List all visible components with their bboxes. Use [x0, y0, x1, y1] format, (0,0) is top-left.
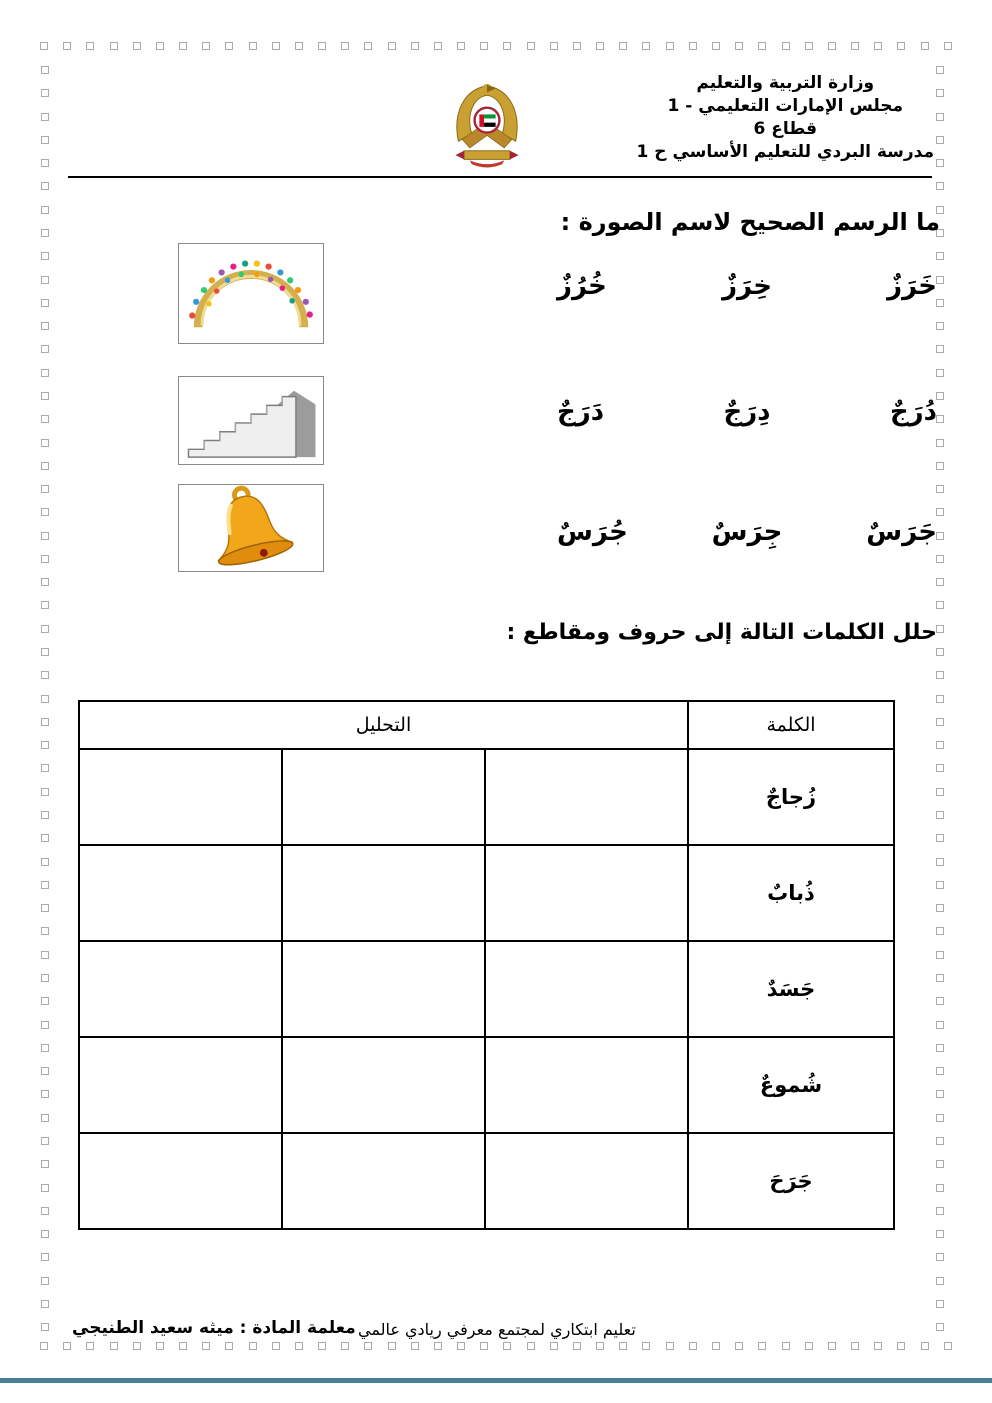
header-line-school: مدرسة البردي للتعليم الأساسي ح 1 [636, 142, 934, 162]
analysis-cell[interactable] [282, 1133, 485, 1229]
stairs-image [178, 376, 324, 465]
options-row-stairs [557, 392, 937, 434]
word-option[interactable]: جَرَسٌ [866, 517, 937, 547]
analysis-cell[interactable] [79, 749, 282, 845]
word-option[interactable]: دُرَجٌ [889, 397, 937, 427]
analysis-cell[interactable] [485, 749, 688, 845]
word-cell: جَرَحَ [688, 1133, 894, 1229]
header-line-sector: قطاع 6 [753, 119, 817, 139]
word-option[interactable]: جِرَسٌ [711, 517, 783, 547]
table-header-analysis: التحليل [79, 701, 688, 749]
decorative-border-top [40, 42, 952, 50]
bell-icon [182, 485, 320, 571]
table-row [79, 845, 894, 941]
word-option[interactable]: خِرَزٌ [722, 271, 772, 301]
analysis-cell[interactable] [485, 1133, 688, 1229]
decorative-border-right [936, 66, 944, 1332]
decorative-border-bottom [40, 1342, 952, 1350]
uae-falcon-emblem-icon [448, 80, 526, 168]
stairs-icon [182, 379, 320, 463]
word-cell: ذُبابٌ [688, 845, 894, 941]
table-row [79, 1037, 894, 1133]
analysis-cell[interactable] [282, 941, 485, 1037]
options-row-bell [557, 512, 937, 554]
table-header-word: الكلمة [688, 701, 894, 749]
header-line-council: مجلس الإمارات التعليمي - 1 [667, 96, 904, 116]
analysis-table [78, 700, 895, 1230]
question2-title: حلل الكلمات التالة إلى حروف ومقاطع : [506, 620, 937, 645]
analysis-cell[interactable] [79, 941, 282, 1037]
table-header-row [79, 701, 894, 749]
question1-title: ما الرسم الصحيح لاسم الصورة : [560, 208, 940, 236]
analysis-cell[interactable] [79, 845, 282, 941]
table-row [79, 749, 894, 845]
word-cell: شُموعٌ [688, 1037, 894, 1133]
table-row [79, 941, 894, 1037]
header-divider [68, 176, 932, 178]
footer-slogan: تعليم ابتكاري لمجتمع معرفي ريادي عالمي [358, 1320, 636, 1339]
analysis-cell[interactable] [282, 749, 485, 845]
analysis-cell[interactable] [79, 1133, 282, 1229]
header-line-ministry: وزارة التربية والتعليم [696, 73, 875, 93]
bell-image [178, 484, 324, 572]
analysis-cell[interactable] [79, 1037, 282, 1133]
analysis-cell[interactable] [485, 1037, 688, 1133]
table-row [79, 1133, 894, 1229]
word-option[interactable]: خُرُزٌ [557, 271, 607, 301]
beads-necklace-icon [182, 247, 320, 341]
word-cell: جَسَدٌ [688, 941, 894, 1037]
accent-bar [0, 1378, 992, 1383]
beads-image [178, 243, 324, 344]
word-option[interactable]: دَرَجٌ [557, 397, 605, 427]
analysis-cell[interactable] [282, 845, 485, 941]
options-row-beads [557, 266, 937, 308]
word-option[interactable]: دِرَجٌ [723, 397, 771, 427]
analysis-cell[interactable] [485, 845, 688, 941]
word-option[interactable]: خَرَزٌ [887, 271, 937, 301]
word-option[interactable]: جُرَسٌ [557, 517, 628, 547]
decorative-border-left [41, 66, 49, 1332]
school-header [637, 72, 934, 164]
footer-teacher: معلمة المادة : ميثه سعيد الطنيجي [72, 1318, 356, 1338]
analysis-cell[interactable] [282, 1037, 485, 1133]
analysis-cell[interactable] [485, 941, 688, 1037]
word-cell: زُجاجٌ [688, 749, 894, 845]
